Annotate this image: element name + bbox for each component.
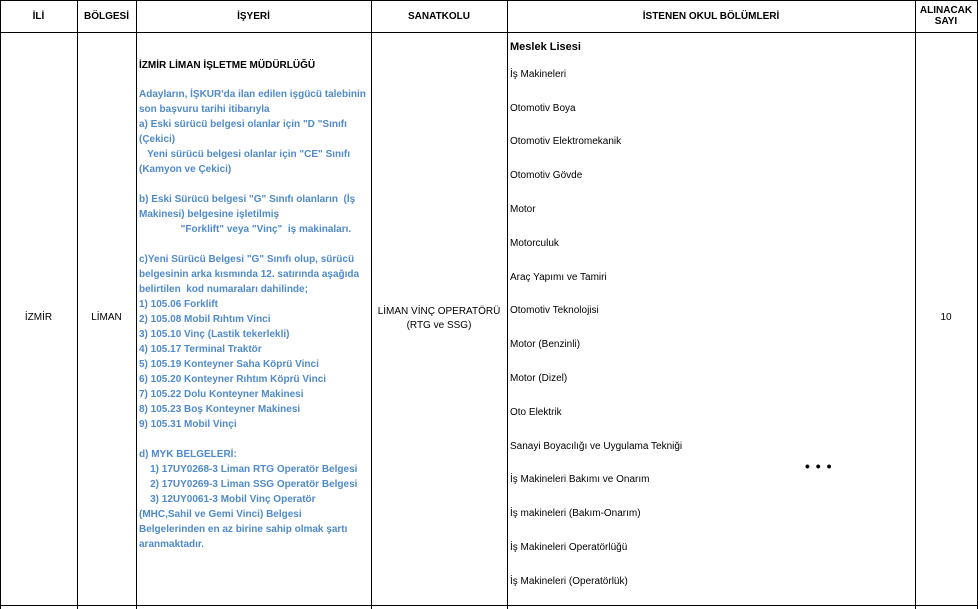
header-bolgesi: BÖLGESİ bbox=[83, 10, 129, 22]
col-divider bbox=[507, 0, 508, 609]
col-divider bbox=[915, 0, 916, 609]
cell-alinacak-sayi: 10 bbox=[940, 312, 952, 323]
employer-requirement-line: belgesinin arka kısmında 12. satırında aşağıda bbox=[139, 269, 360, 280]
employer-requirement-line: 4) 105.17 Terminal Traktör bbox=[139, 344, 262, 355]
employer-requirement-line: (MHC,Sahil ve Gemi Vinci) Belgesi bbox=[139, 509, 302, 520]
header-sanatkolu: SANATKOLU bbox=[407, 10, 471, 22]
employer-requirement-line: 2) 105.08 Mobil Rıhtım Vinci bbox=[139, 314, 271, 325]
department-item: Motorculuk bbox=[510, 237, 559, 249]
department-item: Otomotiv Elektromekanik bbox=[510, 136, 622, 148]
col-divider bbox=[136, 0, 137, 609]
department-item: Otomotiv Gövde bbox=[510, 170, 583, 182]
employer-requirement-line: a) Eski sürücü belgesi olanlar için "D "Sınıfı bbox=[139, 119, 347, 130]
sanatkolu-name: LİMAN VİNÇ OPERATÖRÜ bbox=[377, 306, 501, 317]
employer-requirement-line bbox=[139, 177, 371, 192]
employer-title: İZMİR LİMAN İŞLETME MÜDÜRLÜĞÜ bbox=[139, 60, 316, 71]
department-item: İş Makineleri Operatörlüğü bbox=[510, 542, 628, 554]
department-item: Sanayi Boyacılığı ve Uygulama Tekniği bbox=[510, 440, 683, 452]
department-item: Otomotiv Boya bbox=[510, 102, 576, 114]
employer-requirement-line: (Çekici) bbox=[139, 134, 176, 145]
employer-requirement-line: "Forklift" veya "Vinç" iş makinaları. bbox=[139, 224, 352, 235]
employer-requirement-line: 7) 105.22 Dolu Konteyner Makinesi bbox=[139, 389, 304, 400]
employer-requirement-line: Yeni sürücü belgesi olanlar için "CE" Sınıfı bbox=[139, 149, 351, 160]
employer-requirement-line: Belgelerinden en az birine sahip olmak şartı bbox=[139, 524, 348, 535]
employer-requirement-line: Makinesi) belgesine işletilmiş bbox=[139, 209, 280, 220]
cell-isyeri bbox=[139, 58, 371, 552]
department-group-title: Meslek Lisesi bbox=[510, 41, 581, 53]
cell-il: İZMİR bbox=[24, 312, 53, 323]
department-item: Otomotiv Teknolojisi bbox=[510, 305, 599, 317]
employer-requirement-line: aranmaktadır. bbox=[139, 539, 205, 550]
employer-requirement-line: 5) 105.19 Konteyner Saha Köprü Vinci bbox=[139, 359, 319, 370]
col-divider bbox=[77, 0, 78, 609]
department-item: İş Makineleri Bakımı ve Onarım bbox=[510, 474, 650, 486]
cell-bolgesi: LİMAN bbox=[91, 312, 122, 323]
table-border-bottom bbox=[0, 605, 978, 606]
employer-requirement-line: belirtilen kod numaraları dahilinde; bbox=[139, 284, 308, 295]
employer-requirement-line: 8) 105.23 Boş Konteyner Makinesi bbox=[139, 404, 301, 415]
department-item: Motor (Benzinli) bbox=[510, 339, 581, 351]
department-item: Oto Elektrik bbox=[510, 406, 562, 418]
employer-requirement-line: son başvuru tarihi itibarıyla bbox=[139, 104, 270, 115]
col-divider bbox=[0, 0, 1, 609]
employer-requirement-line: d) MYK BELGELERİ: bbox=[139, 449, 237, 460]
department-item: İş makineleri (Bakım-Onarım) bbox=[510, 508, 641, 520]
header-istenen-bolumler: İSTENEN OKUL BÖLÜMLERİ bbox=[642, 10, 780, 22]
header-alinacak-sayi: ALINACAK SAYI bbox=[919, 5, 973, 27]
employer-requirement-line bbox=[139, 237, 371, 252]
employer-requirement-line: c)Yeni Sürücü Belgesi "G" Sınıfı olup, sürücü bbox=[139, 254, 355, 265]
cell-sanatkolu bbox=[371, 303, 507, 335]
department-item: İş Makineleri (Operatörlük) bbox=[510, 575, 628, 587]
department-item: İş Makineleri bbox=[510, 68, 567, 80]
header-il: İLİ bbox=[32, 10, 45, 22]
employer-requirement-line: (Kamyon ve Çekici) bbox=[139, 164, 232, 175]
cell-istenen-bolumler bbox=[510, 38, 910, 599]
header-divider bbox=[0, 32, 978, 33]
department-list bbox=[510, 58, 910, 599]
employer-requirement-line: 6) 105.20 Konteyner Rıhtım Köprü Vinci bbox=[139, 374, 327, 385]
employer-requirement-line: 1) 17UY0268-3 Liman RTG Operatör Belgesi bbox=[139, 464, 358, 475]
more-indicator: • • • bbox=[805, 458, 833, 474]
employer-requirement-line: 3) 12UY0061-3 Mobil Vinç Operatör bbox=[139, 494, 316, 505]
department-item: Motor (Dizel) bbox=[510, 373, 568, 385]
employer-requirements bbox=[139, 87, 371, 552]
employer-requirement-line: 2) 17UY0269-3 Liman SSG Operatör Belgesi bbox=[139, 479, 358, 490]
header-isyeri: İŞYERİ bbox=[237, 10, 270, 22]
employer-requirement-line: Adayların, İŞKUR'da ilan edilen işgücü talebinin bbox=[139, 89, 366, 100]
sanatkolu-sub: (RTG ve SSG) bbox=[406, 320, 472, 331]
employer-requirement-line: b) Eski Sürücü belgesi "G" Sınıfı olanların (İş bbox=[139, 194, 356, 205]
employer-requirement-line: 1) 105.06 Forklift bbox=[139, 299, 218, 310]
employer-requirement-line: 3) 105.10 Vinç (Lastik tekerlekli) bbox=[139, 329, 290, 340]
employer-requirement-line bbox=[139, 432, 371, 447]
department-item: Araç Yapımı ve Tamiri bbox=[510, 271, 607, 283]
employer-requirement-line: 9) 105.31 Mobil Vinçi bbox=[139, 419, 237, 430]
department-item: Motor bbox=[510, 204, 536, 216]
